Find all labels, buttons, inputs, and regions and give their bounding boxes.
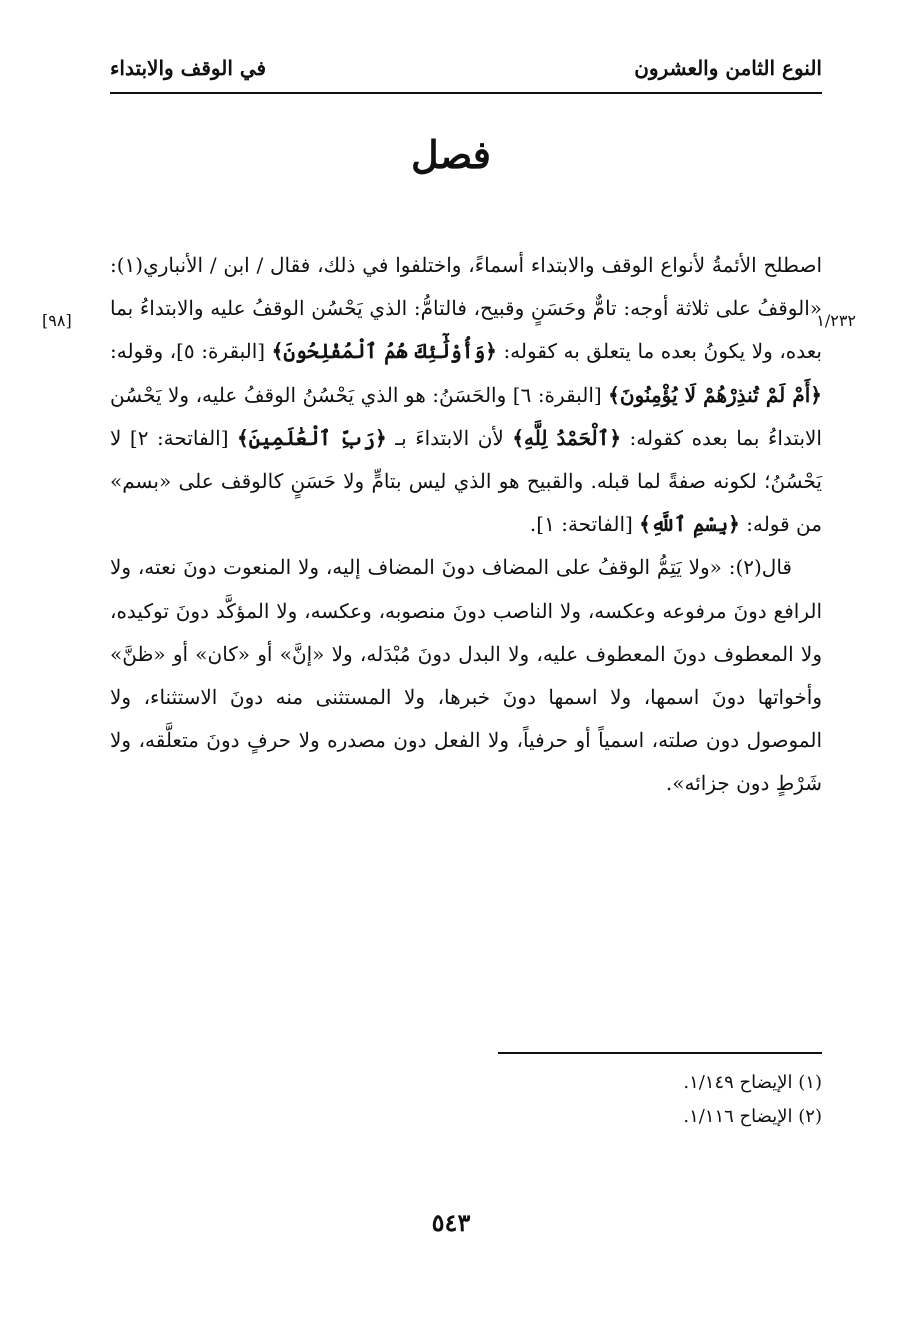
text-segment: [البقرة: ٥]، وقوله: xyxy=(110,339,272,364)
footnotes xyxy=(110,1066,822,1134)
paragraph-1 xyxy=(110,244,822,546)
quran-verse: ﴿بِسْمِ ٱللَّهِ﴾ xyxy=(639,512,740,537)
quran-verse: ﴿ٱلْحَمْدُ لِلَّهِ﴾ xyxy=(512,425,622,450)
text-segment: [البقرة: ٦] والحَسَنُ: هو الذي يَحْسُنُ الوقفُ عليه، ولا يَحْسُن الابتداءُ بما بعده كقوله: xyxy=(110,382,822,450)
section-title: فصل xyxy=(411,132,491,177)
text-segment: اصطلح الأئمةُ لأنواع الوقف والابتداء أسماءً، واختلفوا في ذلك، فقال / ابن / الأنباري(١): «الوقفُ على ثلاثة أوجه: تامٌّ وحَسَنٍ وقبيح، فالتامُّ: الذي يَحْسُن الوقفُ عليه والابتداءُ بما بعده، ولا يكونُ بعده ما يتعلق به كقوله: xyxy=(110,253,822,364)
footnote-2: (٢) الإيضاح ١/١١٦. xyxy=(683,1106,822,1127)
margin-note-manuscript: [٩٨] xyxy=(42,311,72,330)
text-segment: [الفاتحة: ٢] لا يَحْسُنُ؛ لكونه صفةً لما قبله. والقبيح هو الذي ليس بتامٍّ ولا حَسَنٍ كالوقف على «بسم» من قوله: xyxy=(110,425,822,537)
header-topic-title: في الوقف والابتداء xyxy=(110,56,267,80)
quran-verse: ﴿أَمْ لَمْ تُنذِرْهُمْ لَا يُؤْمِنُونَ﴾ xyxy=(608,382,823,407)
footnote-1: (١) الإيضاح ١/١٤٩. xyxy=(683,1072,822,1093)
page-number: ٥٤٣ xyxy=(431,1208,471,1237)
main-text xyxy=(110,244,822,806)
quran-verse: ﴿وَأُوْلَٰٓئِكَ هُمُ ٱلْمُفْلِحُونَ﴾ xyxy=(271,339,497,364)
paragraph-2: قال(٢): «ولا يَتِمُّ الوقفُ على المضاف دونَ المضاف إليه، ولا المنعوت دونَ نعته، ولا الرافع دونَ مرفوعه وعكسه، ولا الناصب دونَ منصوبه، وعكسه، ولا المؤكَّد دونَ توكيده، ولا المعطوف دونَ المعطوف عليه، ولا البدل دونَ مُبْدَله، ولا «إنَّ» أو «كان» أو «ظنَّ» وأخواتها دونَ اسمها، ولا اسمها دونَ خبرها، ولا المستثنى منه دونَ الاستثناء، ولا الموصول دون صلته، اسمياً أو حرفياً، ولا الفعل دون مصدره ولا حرفٍ دونَ متعلَّقه، ولا شَرْطٍ دون جزائه». xyxy=(110,555,822,796)
margin-note-volume-page: ١/٢٣٢ xyxy=(816,311,856,330)
running-header xyxy=(110,52,822,94)
text-segment: [الفاتحة: ١]. xyxy=(529,512,640,537)
text-segment: لأن الابتداءَ بـ xyxy=(386,425,513,450)
quran-verse: ﴿رَبِّ ٱلْعَٰلَمِينَ﴾ xyxy=(237,425,387,450)
header-chapter-title: النوع الثامن والعشرون xyxy=(634,56,822,80)
footnote-separator xyxy=(498,1052,822,1054)
